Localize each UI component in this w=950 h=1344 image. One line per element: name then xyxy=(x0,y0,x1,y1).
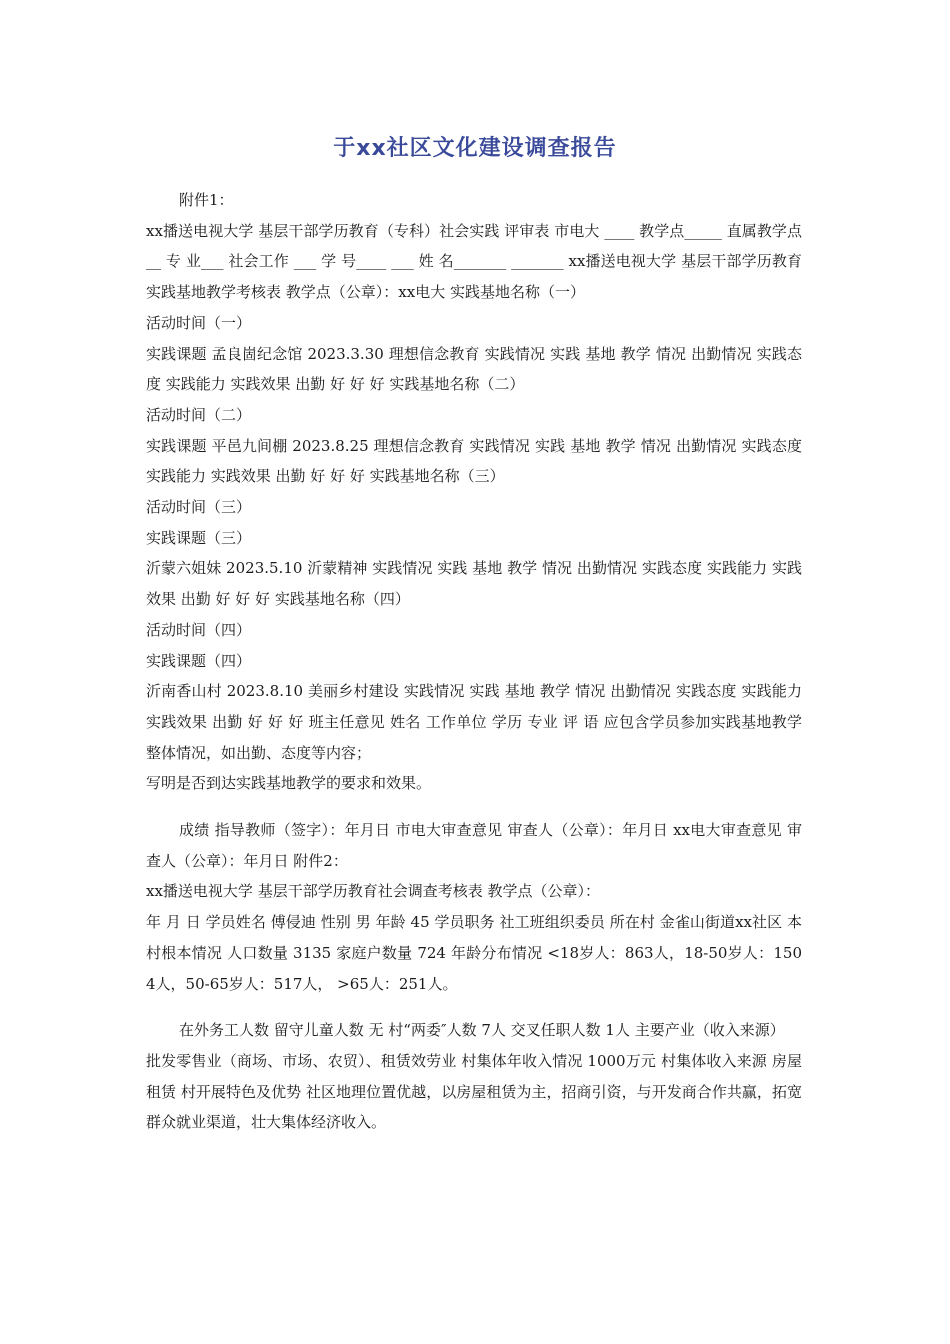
paragraph-practice-topic-2: 实践课题 平邑九间棚 2023.8.25 理想信念教育 实践情况 实践 基地 教学 情况 出勤情况 实践态度 实践能力 实践效果 出勤 好 好 好 实践基地名称（三） xyxy=(146,436,802,486)
paragraph-practice-topic-4-heading: 实践课题（四） xyxy=(146,651,252,670)
paragraph-activity-time-1: 活动时间（一） xyxy=(146,313,252,332)
paragraph-practice-topic-1: 实践课题 孟良崮纪念馆 2023.3.30 理想信念教育 实践情况 实践 基地 教学 情况 出勤情况 实践态度 实践能力 实践效果 出勤 好 好 好 实践基地名称（二） xyxy=(146,344,802,394)
document-title: 于xx社区文化建设调查报告 xyxy=(333,136,617,161)
paragraph-attachment-1: 附件1： xyxy=(179,191,234,209)
paragraph-survey-form: xx播送电视大学 基层干部学历教育社会调查考核表 教学点（公章）： xyxy=(146,882,600,901)
paragraph-practice-topic-3: 沂蒙六姐妹 2023.5.10 沂蒙精神 实践情况 实践 基地 教学 情况 出勤情况 实践态度 实践能力 实践效果 出勤 好 好 好 实践基地名称（四） xyxy=(146,559,802,609)
paragraph-evaluation-form: xx播送电视大学 基层干部学历教育（专科）社会实践 评审表 市电大 ____ 教学点_____ 直属教学点__ 专 业___ 社会工作 ___ 学 号____ ___ 姓 名_______ _______ xx播送电视大学 基层干部学历教育实践基地教学考核表 教学点（公章）：xx电大 实践基地名称（一） xyxy=(146,221,802,302)
paragraph-grades: 成绩 指导教师（签字）：年月日 市电大审查意见 审查人（公章）：年月日 xx电大审查意见 审查人（公章）：年月日 附件2： xyxy=(146,821,802,870)
paragraph-activity-time-3: 活动时间（三） xyxy=(146,498,252,517)
paragraph-activity-time-2: 活动时间（二） xyxy=(146,405,252,424)
paragraph-requirements: 写明是否到达实践基地教学的要求和效果。 xyxy=(146,774,432,793)
paragraph-industry: 批发零售业（商场、市场、农贸）、租赁效劳业 村集体年收入情况 1000万元 村集体收入来源 房屋租赁 村开展特色及优势 社区地理位置优越，以房屋租赁为主，招商引资，与开发商合作共赢，拓宽群众就业渠道，壮大集体经济收入。 xyxy=(146,1051,802,1132)
paragraph-practice-topic-4: 沂南香山村 2023.8.10 美丽乡村建设 实践情况 实践 基地 教学 情况 出勤情况 实践态度 实践能力 实践效果 出勤 好 好 好 班主任意见 姓名 工作单位 学历 专业 评 语 应包含学员参加实践基地教学整体情况，如出勤、态度等内容； xyxy=(146,682,802,762)
document-body xyxy=(146,185,802,1138)
paragraph-migrant-workers: 在外务工人数 留守儿童人数 无 村“两委″人数 7人 交叉任职人数 1人 主要产业（收入来源） xyxy=(179,1021,785,1040)
paragraph-activity-time-4: 活动时间（四） xyxy=(146,620,252,639)
paragraph-practice-topic-3-heading: 实践课题（三） xyxy=(146,528,252,547)
paragraph-student-info: 年 月 日 学员姓名 傅侵迪 性别 男 年龄 45 学员职务 社工班组织委员 所在村 金雀山街道xx社区 本村根本情况 人口数量 3135 家庭户数量 724 年龄分布情况 <18岁人：863人，18-50岁人：1504人，50-65岁人：517人， >65人：251人。 xyxy=(146,913,802,993)
